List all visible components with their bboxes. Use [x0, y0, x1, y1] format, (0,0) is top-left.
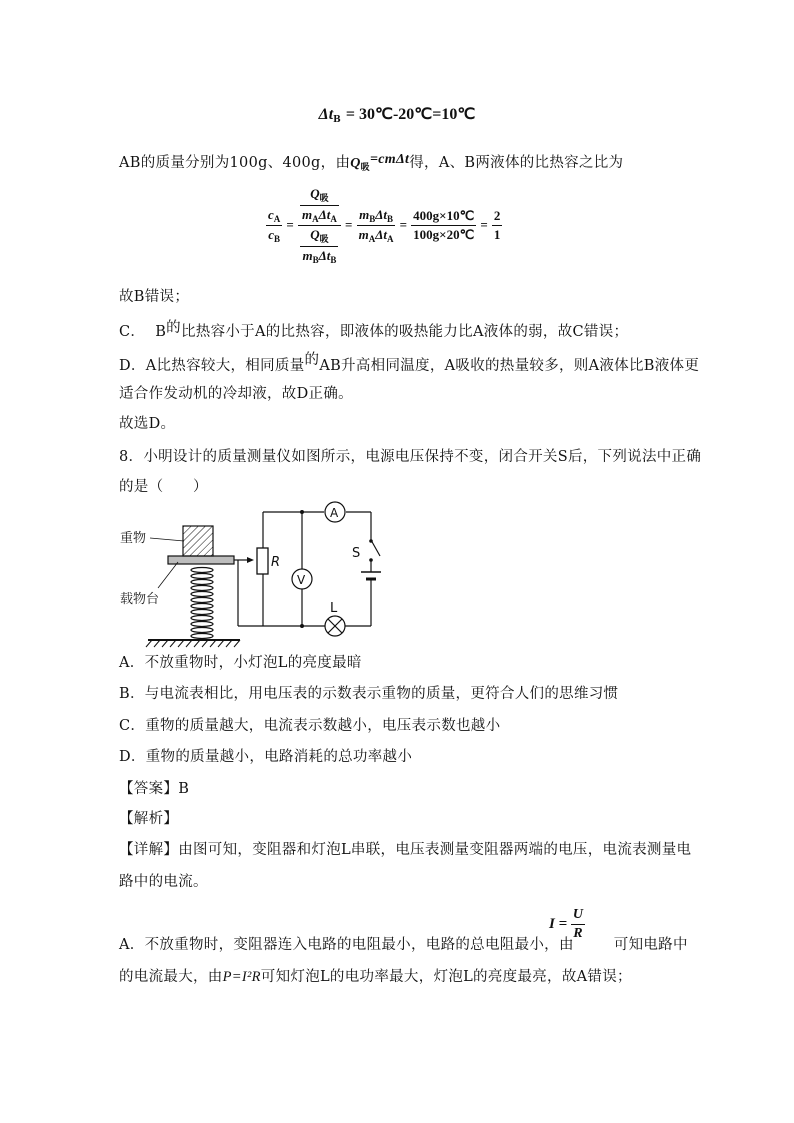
option-c: C．重物的质量越大，电流表示数越小，电压表示数也越小 — [119, 718, 501, 734]
equation-delta-tb — [0, 104, 794, 125]
frac-mass-temp: $\frac{m_B\Delta t_B}{m_A\Delta t_A}$ — [358, 207, 394, 244]
para-ab-post: 得，A、B两液体的比热容之比为 — [409, 155, 624, 171]
platform-plate — [168, 556, 234, 564]
label-resistor: R — [271, 555, 281, 570]
frac-result: $\frac{2}{1}$ — [493, 208, 501, 242]
eq1-sub: B — [333, 115, 341, 125]
question-8-stem-2: 的是（ ） — [119, 479, 208, 495]
weight-block — [183, 526, 213, 556]
para-ab-pre: AB的质量分别为100g、400g，由 — [119, 155, 351, 171]
line-option-d-explain-2: 适合作发动机的冷却液，故D正确。 — [119, 386, 353, 402]
spring-icon — [191, 568, 213, 639]
label-weight: 重物 — [120, 531, 147, 546]
line-b-wrong: 故B错误； — [119, 289, 190, 305]
formula-q-absorb: $Q_吸=cm\Delta t$ — [350, 152, 410, 172]
voltmeter-symbol: V — [297, 573, 306, 587]
label-platform: 载物台 — [120, 592, 160, 607]
paragraph-ab-mass — [119, 153, 623, 177]
option-a: A．不放重物时，小灯泡L的亮度最暗 — [119, 655, 362, 671]
line-option-c-explain: C． B的比热容小于A的比热容，即液体的吸热能力比A液体的弱，故C错误； — [119, 320, 629, 340]
ammeter-symbol: A — [330, 506, 339, 520]
analysis-heading: 【解析】 — [119, 811, 179, 827]
circuit-diagram — [118, 500, 388, 650]
equation-heat-ratio: $\frac{c_A}{c_B}$ = $\frac{\frac{Q_吸}{m_A\Delta t_A}}{\frac{Q_吸}{m_B\Delta t_B}}$ = $\frac{m_B\Delta t_B}{m_A\Delta t_A}$ = $\frac{400g\times 10℃}{100g\times 20℃}$ = $\frac{2}{1}$ — [268, 186, 501, 265]
switch-icon — [371, 540, 380, 556]
line-option-d-explain-1: D．A比热容较大，相同质量的AB升高相同温度，A吸收的热量较多，则A液体比B液体更 — [119, 352, 700, 374]
option-b: B．与电流表相比，用电压表的示数表示重物的质量，更符合人们的思维习惯 — [119, 686, 619, 702]
frac-compound: $\frac{\frac{Q_吸}{m_A\Delta t_A}}{\frac{Q_吸}{m_B\Delta t_B}}$ — [298, 186, 341, 265]
detail-line-2: 路中的电流。 — [119, 874, 208, 890]
explain-a-line-2: 的电流最大，由P=I²R可知灯泡L的电功率最大，灯泡L的亮度最亮，故A错误； — [119, 969, 632, 985]
detail-line-1: 【详解】由图可知，变阻器和灯泡L串联，电压表测量变阻器两端的电压，电流表测量电 — [119, 842, 692, 858]
option-d: D．重物的质量越小，电路消耗的总功率越小 — [119, 749, 413, 765]
label-lamp: L — [330, 601, 338, 616]
eq1-lhs: Δt — [318, 106, 334, 123]
line-choose-d: 故选D。 — [119, 416, 176, 432]
eq1-rhs: = 30℃-20℃=10℃ — [345, 106, 476, 123]
label-switch: S — [352, 546, 361, 561]
formula-ohms-law: I = $\frac{U}{R}$ — [549, 907, 584, 941]
answer-line: 【答案】B — [119, 781, 190, 797]
rheostat-icon — [257, 548, 268, 574]
frac-ca-cb: $\frac{c_A}{c_B}$ — [268, 207, 281, 244]
explain-a-line-1: A．不放重物时，变阻器连入电路的电阻最小，电路的总电阻最小，由 可知电路中 — [119, 937, 688, 953]
frac-numeric: $\frac{400g\times 10℃}{100g\times 20℃}$ — [413, 208, 475, 242]
question-8-stem-1: 8．小明设计的质量测量仪如图所示，电源电压保持不变，闭合开关S后，下列说法中正确 — [119, 449, 702, 465]
